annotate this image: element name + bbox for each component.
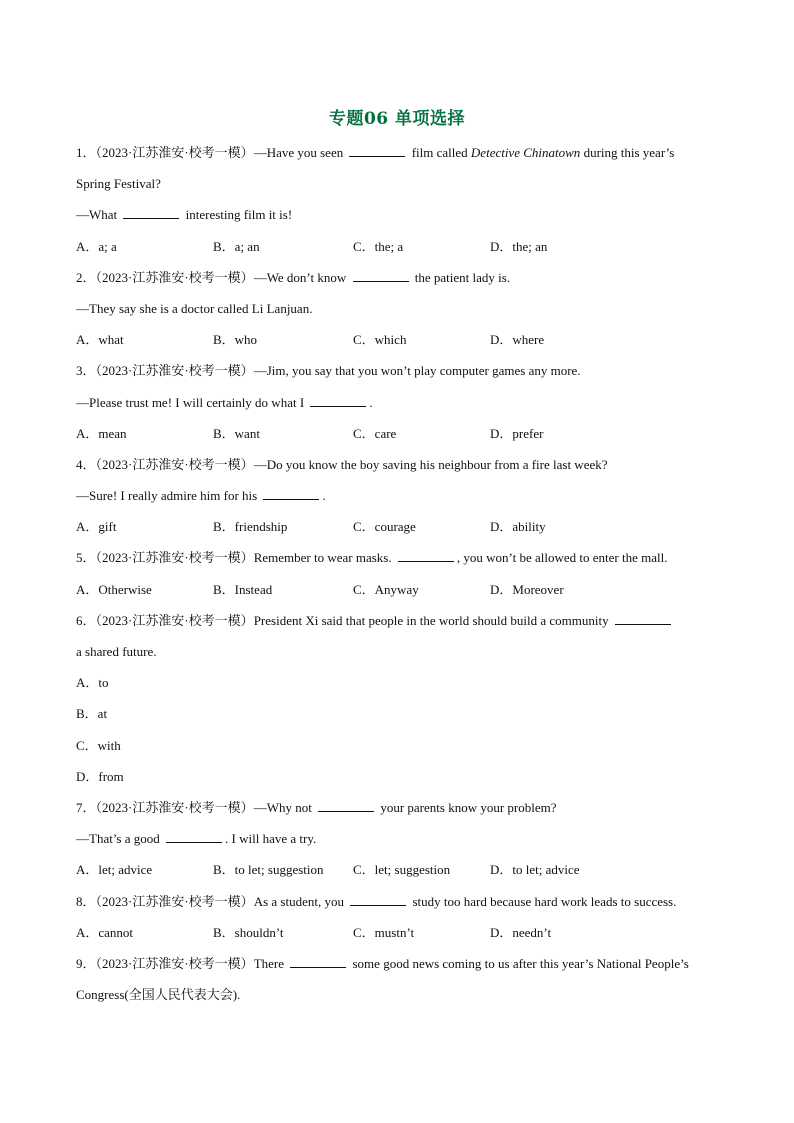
option-a: A．what [76,332,124,348]
option-c: C．care [353,425,397,441]
question-8-options [76,917,724,948]
option-a: A．gift [76,519,117,535]
option-a: A．Otherwise [76,581,152,597]
question-3-options [76,418,724,449]
question-5-stem: 5．（2023·江苏淮安·校考一模）Remember to wear masks. , you won’t be allowed to enter the mall. [76,550,668,566]
answer-blank [350,893,406,906]
question-1-stem: 1．（2023·江苏淮安·校考一模）—Have you seen film called Detective Chinatown during this year’s [76,145,675,160]
option-c: C．which [353,332,407,348]
question-7-options [76,854,724,885]
option-d: D．where [490,332,545,348]
answer-blank [398,549,454,562]
answer-blank [310,394,366,407]
question-2-stem: 2．（2023·江苏淮安·校考一模）—We don’t know the patient lady is. [76,269,511,285]
option-b: B．friendship [213,519,288,535]
question-3-reply: —Please trust me! I will certainly do what I . [76,394,373,410]
answer-blank [290,955,346,968]
option-b: B．Instead [213,581,273,597]
option-c: C．courage [353,519,416,535]
question-1-options [76,231,724,262]
option-c: C．let; suggestion [353,862,451,878]
page-title: 专题06 单项选择 [328,109,466,129]
option-c: C．with [76,737,121,753]
question-5-options [76,574,724,605]
option-b: B．want [213,425,260,441]
question-list [76,137,724,1010]
answer-blank [263,487,319,500]
option-d: D．to let; advice [490,862,580,878]
question-2-reply: —They say she is a doctor called Li Lanjuan. [76,300,313,316]
question-9-stem: 9．（2023·江苏淮安·校考一模）There some good news coming to us after this year’s National People’s [76,955,689,971]
answer-blank [349,144,405,157]
question-1-stem-cont: Spring Festival? [76,176,161,192]
option-a: A．a; a [76,238,117,254]
option-b: B．a; an [213,238,260,254]
option-c: C．the; a [353,238,404,254]
option-c: C．mustn’t [353,924,415,940]
answer-blank [353,269,409,282]
option-d: D．ability [490,519,546,535]
option-a: A．let; advice [76,862,153,878]
question-1-reply: —What interesting film it is! [76,207,293,223]
option-d: D．the; an [490,238,548,254]
question-7-reply: —That’s a good . I will have a try. [76,831,317,847]
answer-blank [166,830,222,843]
option-c: C．Anyway [353,581,419,597]
question-8-stem: 8．（2023·江苏淮安·校考一模）As a student, you study too hard because hard work leads to success. [76,893,677,909]
question-3-stem: 3．（2023·江苏淮安·校考一模）—Jim, you say that you won’t play computer games any more. [76,363,581,379]
question-6-stem-cont: a shared future. [76,644,157,659]
question-6-stem: 6．（2023·江苏淮安·校考一模）President Xi said that people in the world should build a community [76,605,724,636]
option-b: B．at [76,706,108,722]
question-9-stem-cont: Congress(全国人民代表大会). [76,987,241,1003]
question-4-stem: 4．（2023·江苏淮安·校考一模）—Do you know the boy saving his neighbour from a fire last week? [76,456,608,472]
option-a: A．cannot [76,924,134,940]
option-a: A．mean [76,425,127,441]
question-2-options [76,324,724,355]
option-d: D．needn’t [490,924,552,940]
option-d: D．Moreover [490,581,564,597]
answer-blank [615,612,671,625]
answer-blank [318,799,374,812]
question-4-reply: —Sure! I really admire him for his . [76,488,326,504]
option-b: B．to let; suggestion [213,862,324,878]
answer-blank [123,206,179,219]
question-7-stem: 7．（2023·江苏淮安·校考一模）—Why not your parents know your problem? [76,799,557,815]
option-d: D．from [76,768,124,784]
option-d: D．prefer [490,425,544,441]
option-b: B．shouldn’t [213,924,284,940]
question-4-options [76,511,724,542]
option-b: B．who [213,332,258,348]
option-a: A．to [76,675,109,691]
